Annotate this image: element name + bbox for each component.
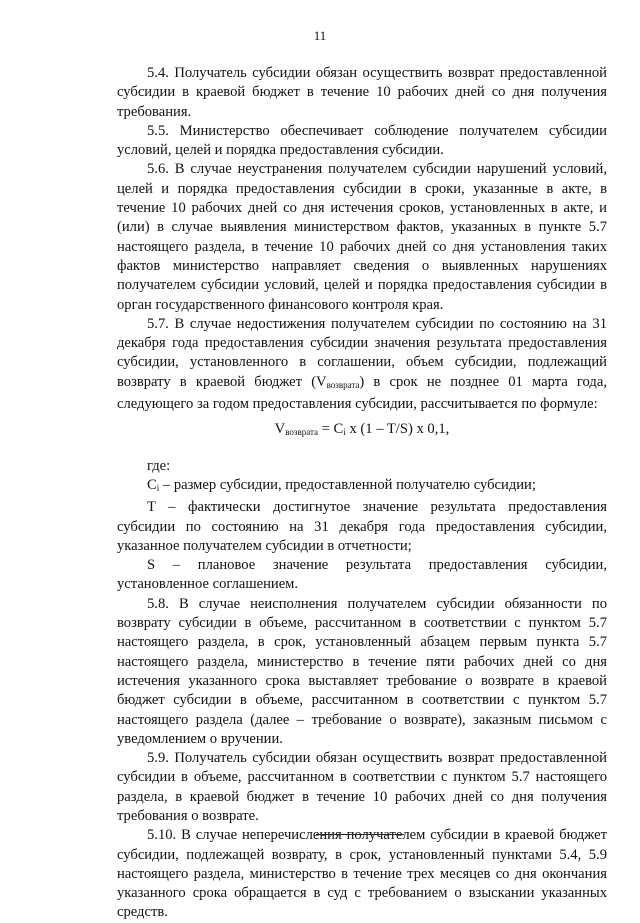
document-body — [117, 64, 607, 923]
refund-formula — [117, 420, 607, 442]
paragraph-5-9: 5.9. Получатель субсидии обязан осуществить возврат предоставленной субсидии в объеме, рассчитанном в соответствии с пунктом 5.7 настоящего раздела, в краевой бюджет в течение 10 рабочих дней со дня получения требования о возврате. — [117, 750, 607, 824]
definition-t: T – фактически достигнутое значение результата предоставления субсидии по состоянию на 31 декабря года предоставления субсидии, указанное получателем субсидии в отчетности; — [117, 499, 607, 554]
definition-ci-text: – размер субсидии, предоставленной получателю субсидии; — [159, 476, 536, 493]
formula-rest: x (1 – T/S) x 0,1, — [345, 421, 450, 438]
definition-ci-symbol: C — [147, 476, 157, 493]
paragraph-5-7-text-end: ) в срок не позднее 01 марта года, следующего за годом предоставления субсидии, рассчитывается по формуле: — [117, 373, 607, 413]
page-number: 11 — [313, 28, 327, 43]
v-refund-subscript: возврата — [326, 379, 360, 390]
where-label: где: — [147, 457, 171, 474]
paragraph-5-6: 5.6. В случае неустранения получателем субсидии нарушений условий, целей и порядка предоставления субсидии в сроки, указанные в акте, в течение 10 рабочих дней со дня истечения сроков, установленных в акте, и (или) в случае выявления министерством фактов, указанных в пункте 5.7 настоящего раздела, в течение 10 рабочих дней со дня установления таких фактов министерство направляет сведения о выявленных нарушениях получателем субсидии условий, целей и порядка предоставления субсидии в орган государственного финансового контроля края. — [117, 161, 607, 313]
paragraph-5-7 — [117, 315, 607, 414]
definition-ci — [117, 476, 607, 498]
end-divider-line — [316, 834, 404, 835]
definition-s: S – плановое значение результата предоставления субсидии, установленное соглашением. — [117, 557, 607, 593]
formula-v-subscript: возврата — [285, 427, 319, 438]
paragraph-5-8: 5.8. В случае неисполнения получателем субсидии обязанности по возврату субсидии в объеме, рассчитанном в соответствии с пунктом 5.7 настоящего раздела, в срок, установленный абзацем первым пункта 5.7 настоящего раздела, министерство в течение пяти рабочих дней со дня истечения указанного срока выставляет требование о возврате в краевой бюджет субсидии в объеме, рассчитанном в соответствии с пунктом 5.7 настоящего раздела (далее – требование о возврате), заказным письмом с уведомлением о вручении. — [117, 595, 607, 747]
formula-v: V — [274, 421, 286, 438]
definition-ci-subscript: i — [156, 482, 160, 493]
formula-c-subscript: i — [343, 427, 346, 438]
paragraph-5-5: 5.5. Министерство обеспечивает соблюдение получателем субсидии условий, целей и порядка предоставления субсидии. — [117, 122, 607, 159]
paragraph-5-7-text-start: 5.7. В случае недостижения получателем субсидии по состоянию на 31 декабря года предоставления субсидии значения результата предоставления субсидии, установленного в соглашении, объем субсидии, подлежащий возврату в краевой бюджет (V — [117, 315, 607, 390]
paragraph-5-4: 5.4. Получатель субсидии обязан осуществить возврат предоставленной субсидии в краевой бюджет в течение 10 рабочих дней со дня получения требования. — [117, 65, 607, 120]
paragraph-5-10: 5.10. В случае неперечисления получателем субсидии в краевой бюджет субсидии, подлежащей возврату, в срок, установленный пунктами 5.4, 5.9 настоящего раздела, министерство в течение трех месяцев со дня окончания указанного срока обращается в суд с требованием о взыскании указанных средств. — [117, 827, 607, 921]
formula-equals-c: = C — [318, 421, 344, 438]
